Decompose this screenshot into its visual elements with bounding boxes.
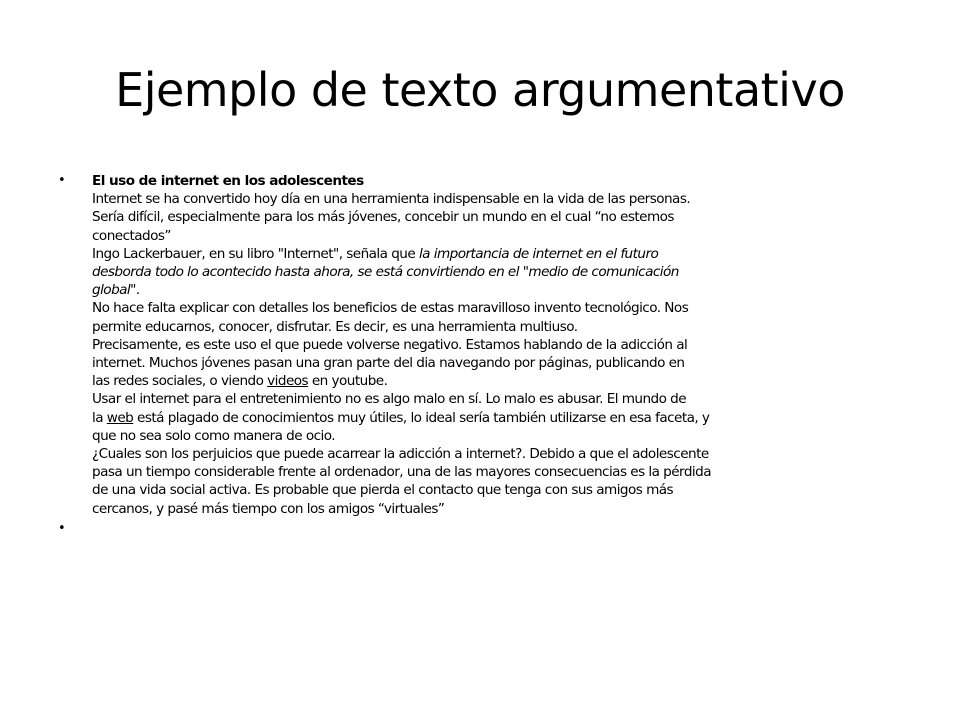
- text-line: de una vida social activa. Es probable que pierda el contacto que tenga con sus amigos más: [92, 482, 674, 499]
- bullet-item: [58, 172, 908, 518]
- text-heading: El uso de internet en los adolescentes: [92, 173, 364, 189]
- videos-link[interactable]: videos: [267, 373, 309, 390]
- bullet-list: [58, 172, 908, 538]
- text-line: conectados”: [92, 227, 171, 244]
- text-line: [92, 372, 908, 390]
- text-line: Precisamente, es este uso el que puede volverse negativo. Estamos hablando de la adicción al: [92, 336, 688, 353]
- argumentative-text: [92, 172, 908, 518]
- text-line: pasa un tiempo considerable frente al ordenador, una de las mayores consecuencias es la pérdida: [92, 464, 712, 481]
- text-line: permite educarnos, conocer, disfrutar. Es decir, es una herramienta multiuso.: [92, 318, 578, 335]
- bullet-marker: •: [58, 520, 66, 536]
- text-line: internet. Muchos jóvenes pasan una gran parte del dia navegando por páginas, publicando en: [92, 355, 685, 372]
- text-segment: en youtube.: [308, 373, 388, 390]
- bullet-marker: •: [58, 173, 66, 188]
- text-line: [92, 409, 908, 427]
- slide-title: Ejemplo de texto argumentativo: [115, 63, 845, 117]
- text-segment: las redes sociales, o viendo: [92, 373, 268, 390]
- text-line: que no sea solo como manera de ocio.: [92, 427, 336, 444]
- text-line: Sería difícil, especialmente para los más jóvenes, concebir un mundo en el cual “no estemos: [92, 209, 674, 226]
- text-line: ¿Cuales son los perjuicios que puede acarrear la adicción a internet?. Debido a que el adolescente: [92, 446, 709, 463]
- quote-italic: global: [92, 282, 131, 299]
- text-line: No hace falta explicar con detalles los beneficios de estas maravilloso invento tecnológico. Nos: [92, 300, 689, 317]
- quote-italic: la importancia de internet en el futuro: [418, 245, 659, 262]
- text-segment: está plagado de conocimientos muy útiles, lo ideal sería también utilizarse en esa faceta, y: [133, 409, 710, 426]
- text-line: [92, 245, 908, 263]
- text-segment: ".: [130, 282, 140, 299]
- text-line: [92, 281, 908, 299]
- text-segment: Ingo Lackerbauer, en su libro "Internet", señala que: [92, 245, 419, 262]
- text-line: Usar el internet para el entretenimiento no es algo malo en sí. Lo malo es abusar. El mundo de: [92, 391, 687, 408]
- quote-italic-line: desborda todo lo acontecido hasta ahora, se está convirtiendo en el "medio de comunicación: [92, 264, 679, 281]
- text-segment: la: [92, 409, 107, 426]
- web-link[interactable]: web: [106, 409, 134, 426]
- empty-bullet-item: [58, 520, 908, 538]
- text-line: Internet se ha convertido hoy día en una herramienta indispensable en la vida de las personas.: [92, 191, 691, 208]
- text-line: cercanos, y pasé más tiempo con los amigos “virtuales”: [92, 500, 445, 517]
